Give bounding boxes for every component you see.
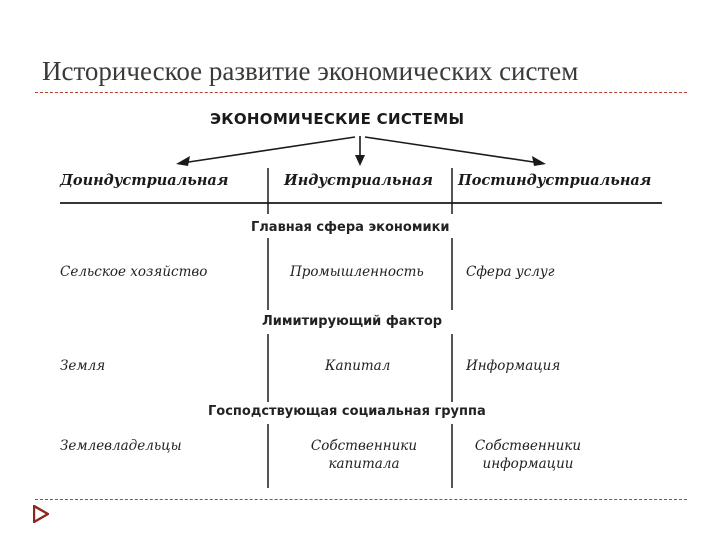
cell-land: Земля (60, 358, 106, 374)
cell-information: Информация (466, 358, 561, 374)
section-heading-dominant-group: Господствующая социальная группа (208, 404, 486, 419)
arrow-down-head (355, 155, 365, 166)
cell-capital-owners-line2: капитала (328, 456, 400, 472)
cell-industry: Промышленность (290, 264, 424, 280)
section-heading-limiting-factor: Лимитирующий фактор (262, 314, 443, 329)
cell-capital-owners-line1: Собственники (310, 438, 418, 454)
triangle-bullet-icon (33, 505, 49, 523)
cell-landowners: Землевладельцы (60, 438, 182, 454)
arrow-right (365, 137, 540, 163)
column-postindustrial: Постиндустриальная (458, 172, 652, 189)
cell-capital-owners (302, 437, 426, 473)
cell-information-owners (466, 437, 590, 473)
arrow-right-head (532, 156, 546, 166)
arrow-left (182, 137, 355, 163)
slide-title: Историческое развитие экономических систем (42, 56, 579, 86)
column-industrial: Индустриальная (284, 172, 433, 189)
diagram-header: ЭКОНОМИЧЕСКИЕ СИСТЕМЫ (210, 110, 465, 128)
arrow-left-head (176, 156, 190, 166)
cell-agriculture: Сельское хозяйство (60, 264, 208, 280)
cell-capital: Капитал (325, 358, 391, 374)
cell-information-owners-line1: Собственники (474, 438, 582, 454)
arrow-heads (176, 155, 546, 166)
bottom-dashed-divider (35, 499, 687, 500)
column-preindustrial: Доиндустриальная (60, 172, 229, 189)
section-heading-main-sphere: Главная сфера экономики (251, 220, 450, 235)
cell-services: Сфера услуг (466, 264, 555, 280)
cell-information-owners-line2: информации (482, 456, 574, 472)
